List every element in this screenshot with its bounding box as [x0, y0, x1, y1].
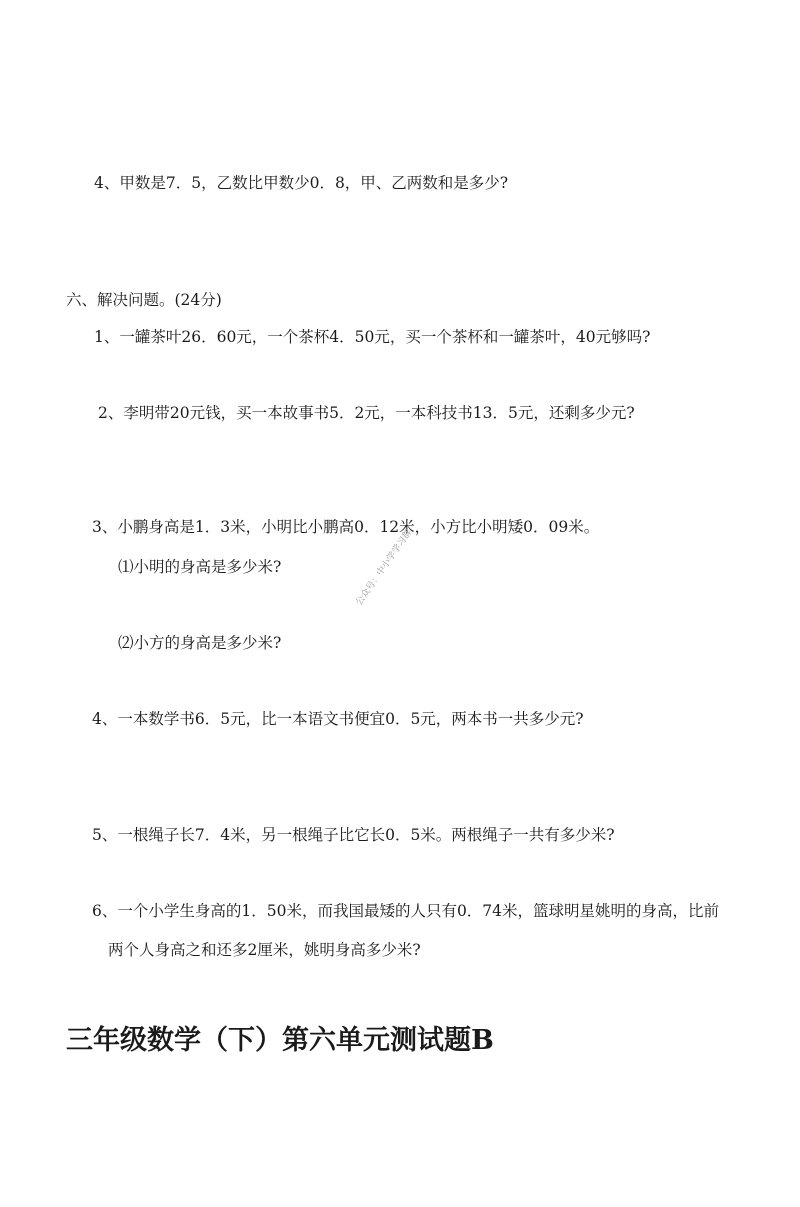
question-3-sub-1: ⑴小明的身高是多少米?: [118, 558, 282, 576]
question-6-line-1: 6、一个小学生身高的1．50米，而我国最矮的人只有0．74米，篮球明星姚明的身高，比前: [92, 902, 720, 920]
question-5: 5、一根绳子长7．4米，另一根绳子比它长0．5米。两根绳子一共有多少米?: [92, 826, 615, 844]
question-1: 1、一罐茶叶26．60元，一个茶杯4．50元，买一个茶杯和一罐茶叶，40元够吗?: [94, 328, 651, 346]
section-heading: 六、解决问题。(24分): [66, 291, 222, 309]
question-3-sub-2: ⑵小方的身高是多少米?: [118, 634, 282, 652]
next-test-title: 三年级数学（下）第六单元测试题B: [66, 1025, 494, 1056]
question-4-previous: 4、甲数是7．5，乙数比甲数少0．8，甲、乙两数和是多少?: [94, 174, 509, 192]
watermark: 公众号：中小学学习群: [354, 527, 415, 608]
question-3: 3、小鹏身高是1．3米，小明比小鹏高0．12米，小方比小明矮0．09米。: [92, 518, 600, 536]
question-4: 4、一本数学书6．5元，比一本语文书便宜0．5元，两本书一共多少元?: [92, 710, 584, 728]
question-6-line-2: 两个人身高之和还多2厘米，姚明身高多少米?: [108, 941, 421, 959]
question-2: 2、李明带20元钱，买一本故事书5．2元，一本科技书13．5元，还剩多少元?: [98, 404, 635, 422]
